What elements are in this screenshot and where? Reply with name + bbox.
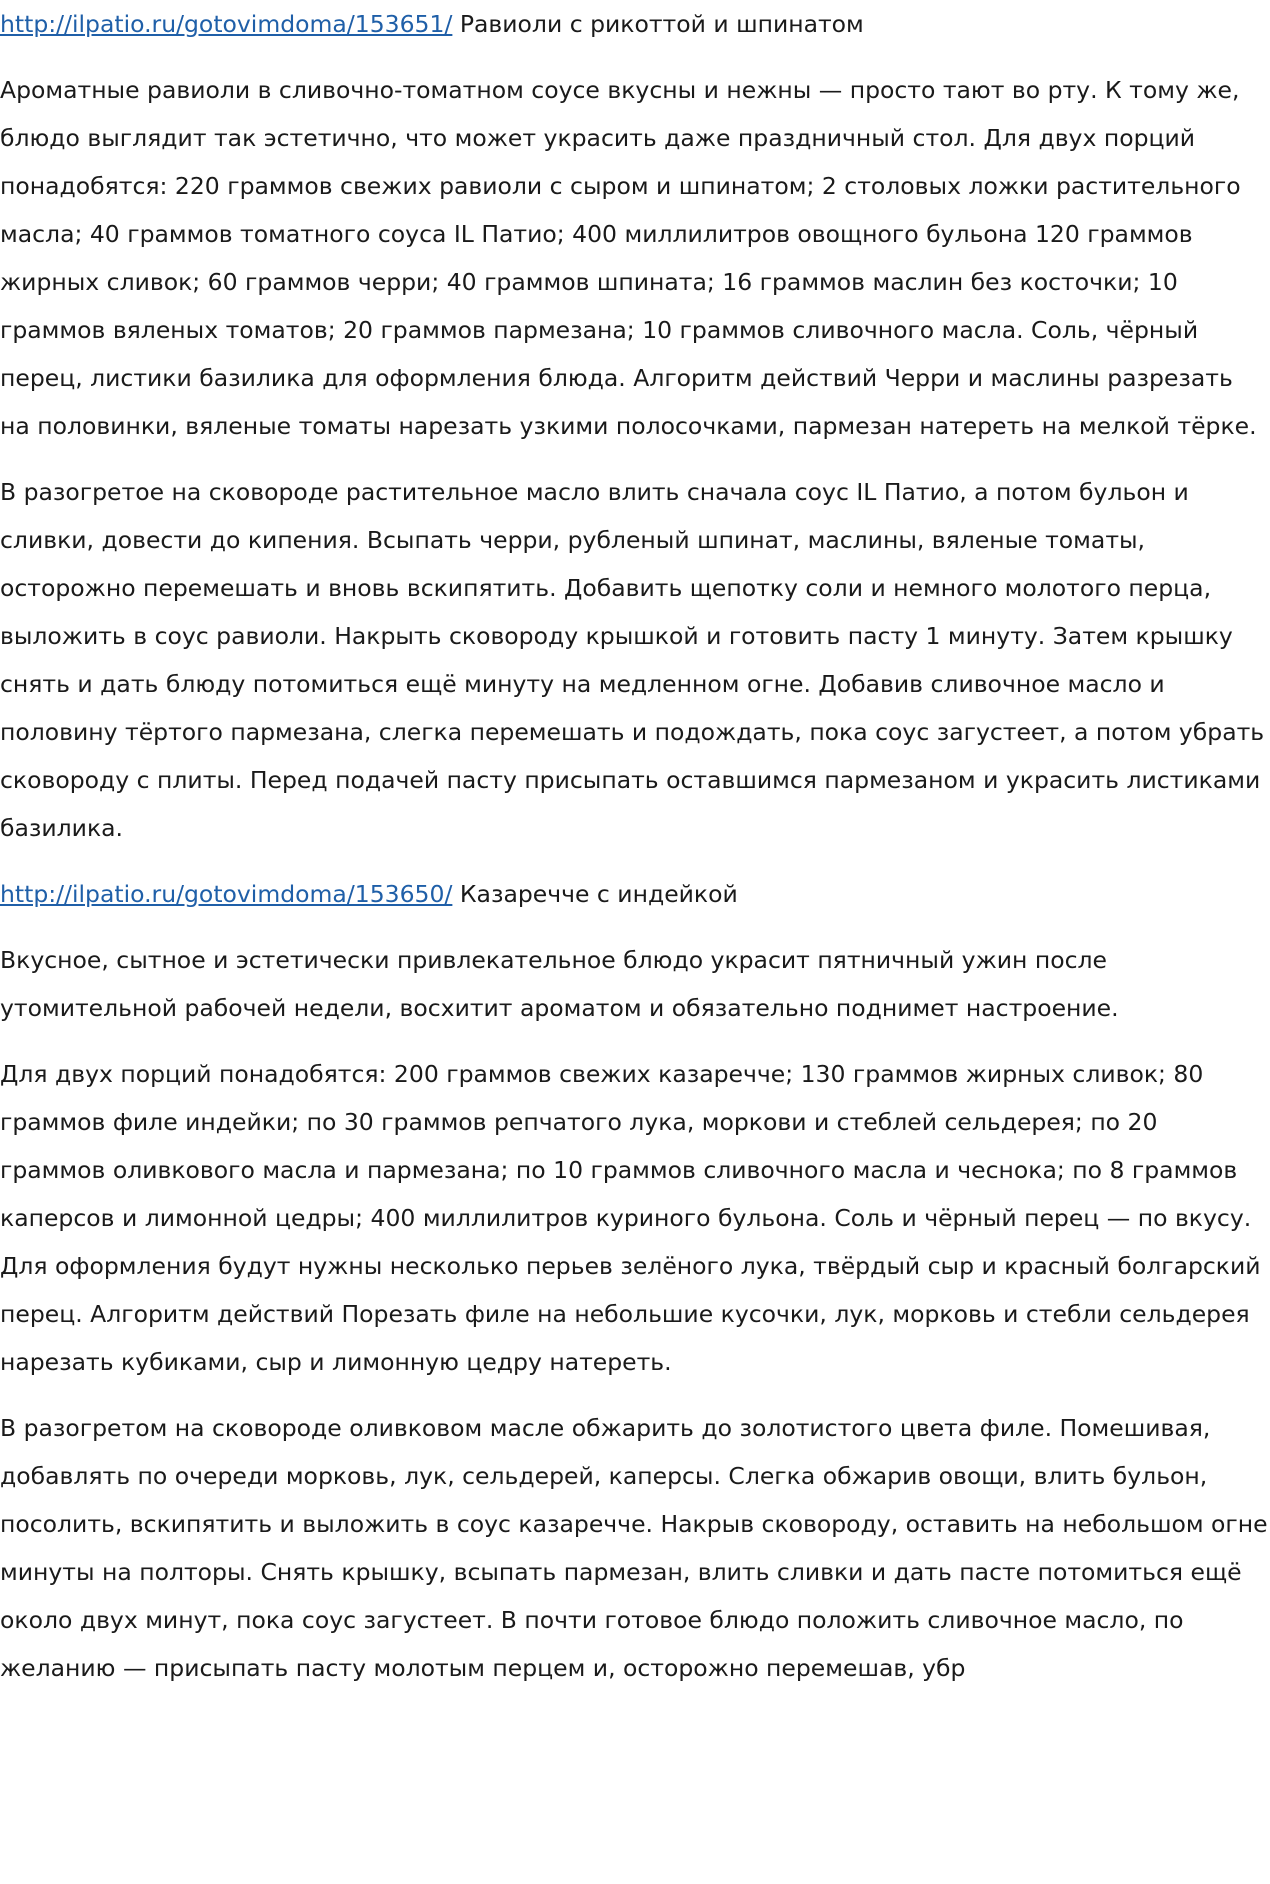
paragraph: В разогретое на сковороде растительное масло влить сначала соус IL Патио, а потом бульон и сливки, довести до кипения. Всыпать черри, рубленый шпинат, маслины, вяленые томаты, осторожно перемешать и вновь вскипятить. Добавить щепотку соли и немного молотого перца, выложить в соус равиоли. Накрыть сковороду крышкой и готовить пасту 1 минуту. Затем крышку снять и дать блюду потомиться ещё минуту на медленном огне. Добавив сливочное масло и половину тёртого пармезана, слегка перемешать и подождать, пока соус загустеет, а потом убрать сковороду с плиты. Перед подачей пасту присыпать оставшимся пармезаном и украсить листиками базилика. (0, 478, 1265, 842)
paragraph: Вкусное, сытное и эстетически привлекательное блюдо украсит пятничный ужин после утомительной рабочей недели, восхитит ароматом и обязательно поднимет настроение. (0, 946, 1119, 1022)
source-link[interactable]: http://ilpatio.ru/gotovimdoma/153650/ (0, 880, 453, 908)
recipe-title: Казаречче с индейкой (459, 880, 738, 908)
source-link[interactable]: http://ilpatio.ru/gotovimdoma/153651/ (0, 10, 453, 38)
paragraph: В разогретом на сковороде оливковом масле обжарить до золотистого цвета филе. Помешивая, добавлять по очереди морковь, лук, сельдерей, каперсы. Слегка обжарив овощи, влить бульон, посолить, вскипятить и выложить в соус казаречче. Накрыв сковороду, оставить на небольшом огне минуты на полторы. Снять крышку, всыпать пармезан, влить сливки и дать пасте потомиться ещё около двух минут, пока соус загустеет. В почти готовое блюдо положить сливочное масло, по желанию — присыпать пасту молотым перцем и, осторожно перемешав, убр (0, 1414, 1268, 1682)
recipe-header (0, 0, 1270, 48)
recipe-header (0, 870, 1270, 918)
paragraph: Ароматные равиоли в сливочно-томатном соусе вкусны и нежны — просто тают во рту. К тому же, блюдо выглядит так эстетично, что может украсить даже праздничный стол. Для двух порций понадобятся: 220 граммов свежих равиоли с сыром и шпинатом; 2 столовых ложки растительного масла; 40 граммов томатного соуса IL Патио; 400 миллилитров овощного бульона 120 граммов жирных сливок; 60 граммов черри; 40 граммов шпината; 16 граммов маслин без косточки; 10 граммов вяленых томатов; 20 граммов пармезана; 10 граммов сливочного масла. Соль, чёрный перец, листики базилика для оформления блюда. Алгоритм действий Черри и маслины разрезать на половинки, вяленые томаты нарезать узкими полосочками, пармезан натереть на мелкой тёрке. (0, 76, 1257, 440)
paragraph: Для двух порций понадобятся: 200 граммов свежих казаречче; 130 граммов жирных сливок; 80 граммов филе индейки; по 30 граммов репчатого лука, моркови и стеблей сельдерея; по 20 граммов оливкового масла и пармезана; по 10 граммов сливочного масла и чеснока; по 8 граммов каперсов и лимонной цедры; 400 миллилитров куриного бульона. Соль и чёрный перец — по вкусу. Для оформления будут нужны несколько перьев зелёного лука, твёрдый сыр и красный болгарский перец. Алгоритм действий Порезать филе на небольшие кусочки, лук, морковь и стебли сельдерея нарезать кубиками, сыр и лимонную цедру натереть. (0, 1060, 1261, 1376)
recipe-title: Равиоли с рикоттой и шпинатом (459, 10, 864, 38)
